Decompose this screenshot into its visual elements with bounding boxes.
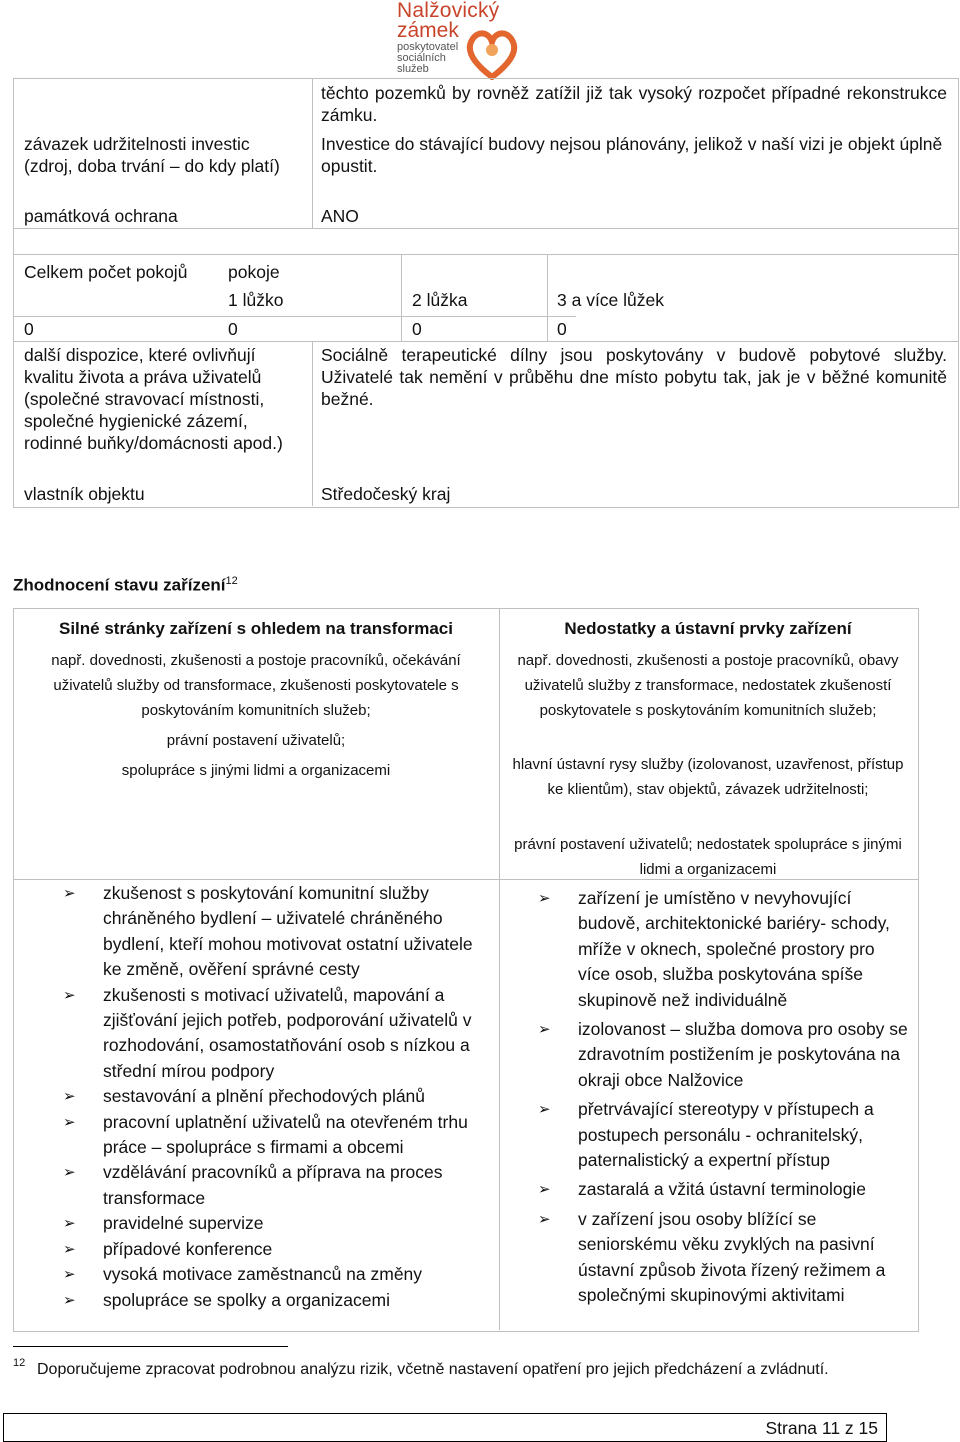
disposition-value: Sociálně terapeutické dílny jsou poskytovány v budově pobytové služby. Uživatelé tak nemění v průběhu dne místo pobytu tak, jak je v běžné komunitě bežné. — [321, 345, 947, 409]
footnote-rule — [13, 1346, 288, 1347]
list-item: ➢ sestavování a plnění přechodových plánů — [45, 1084, 485, 1109]
list-item: ➢ případové konference — [45, 1237, 485, 1262]
arrow-bullet-icon: ➢ — [63, 986, 76, 1004]
row1-right-text: těchto pozemků by rovněž zatížil již tak vysoký rozpočet případné rekonstrukce zámku. — [321, 83, 947, 125]
heart-icon — [462, 22, 522, 80]
list-item: ➢ zkušenost s poskytování komunitní služby chráněného bydlení – uživatelé chráněného bydlení, kteří mohou motivovat ostatní uživatele ke změně, ověření správné cesty — [63, 883, 473, 980]
weaknesses-hint: např. dovednosti, zkušenosti a postoje pracovníků, obavy uživatelů služby z transformace, nedostatek zkušeností poskytovatele s poskytováním komunitních služeb; — [517, 652, 899, 719]
strengths-hint-legal: právní postavení uživatelů; — [166, 732, 346, 749]
list-item: ➢ pravidelné supervize — [45, 1211, 485, 1236]
page-number: Strana 11 z 15 — [765, 1418, 878, 1438]
rooms-total-value: 0 — [24, 319, 34, 339]
logo — [372, 0, 522, 80]
rooms-label: Celkem počet pokojů — [24, 262, 188, 282]
footnote-text: Doporučujeme zpracovat podrobnou analýzu rizik, včetně nastavení opatření pro jejich předcházení a zvládnutí. — [37, 1361, 829, 1378]
weaknesses-list — [520, 886, 910, 1309]
list-item: ➢ přetrvávající stereotypy v přístupech a postupech personálu - ochranitelský, paternalistický a expertní přístup — [538, 1099, 874, 1171]
list-item: ➢ spolupráce se spolky a organizacemi — [45, 1288, 485, 1313]
rooms-col-2: 2 lůžka — [412, 290, 468, 310]
logo-subtitle: zámek — [397, 19, 459, 42]
arrow-bullet-icon: ➢ — [63, 885, 76, 902]
arrow-bullet-icon: ➢ — [63, 1215, 76, 1233]
logo-tagline: poskytovatel sociálních služeb — [397, 41, 459, 75]
arrow-bullet-icon: ➢ — [63, 1164, 76, 1182]
arrow-bullet-icon: ➢ — [538, 1181, 551, 1199]
rooms-header: pokoje — [228, 262, 280, 282]
section-title-text: Zhodnocení stavu zařízení — [13, 575, 226, 595]
list-item: ➢ vzdělávání pracovníků a příprava na proces transformace — [63, 1162, 443, 1208]
section-title — [13, 575, 238, 596]
arrow-bullet-icon: ➢ — [63, 1088, 76, 1106]
list-item: ➢ pracovní uplatnění uživatelů na otevřeném trhu práce – spolupráce s firmami a obcemi — [63, 1111, 468, 1158]
logo-title: Nalžovický — [397, 0, 500, 22]
strengths-list — [45, 881, 485, 1313]
arrow-bullet-icon: ➢ — [63, 1113, 76, 1131]
section-footnote-ref: 12 — [225, 575, 238, 587]
rooms-3-value: 0 — [557, 319, 567, 339]
strengths-hint-cooperation: spolupráce s jinými lidmi a organizacemi — [121, 762, 391, 779]
list-item: ➢ izolovanost – služba domova pro osoby se zdravotním postižením je poskytována na okraji obce Nalžovice — [538, 1019, 908, 1090]
arrow-bullet-icon: ➢ — [538, 1021, 551, 1039]
list-item: ➢ v zařízení jsou osoby blížící se seniorskému věku zvyklých na pasivní ústavní způsob života řízený režimem a společnými skupinovými aktivitami — [538, 1208, 886, 1306]
sustainability-value: Investice do stávající budovy nejsou plánovány, jelikož v naší vizi je objekt úplně opustit. — [321, 134, 943, 176]
list-item: ➢ zařízení je umístěno v nevyhovující budově, architektonické bariéry- schody, mříže v oknech, společné prostory pro více osob, služba poskytována spíše skupinově než individuálně — [538, 888, 890, 1010]
page-footer-box — [3, 1413, 887, 1442]
sustainability-label: závazek udržitelnosti investic (zdroj, doba trvání – do kdy platí) — [24, 134, 280, 176]
strengths-heading: Silné stránky zařízení s ohledem na transformaci — [59, 619, 453, 638]
arrow-bullet-icon: ➢ — [63, 1291, 76, 1309]
owner-value: Středočeský kraj — [321, 484, 451, 504]
arrow-bullet-icon: ➢ — [538, 1210, 551, 1228]
rooms-col-3: 3 a více lůžek — [557, 290, 664, 310]
list-item: ➢ zkušenosti s motivací uživatelů, mapování a zjišťování jejich potřeb, podporování uživatelů v rozhodování, osamostatňování osob s nízkou a střední mírou podpory — [63, 984, 472, 1081]
arrow-bullet-icon: ➢ — [538, 1101, 551, 1119]
weaknesses-heading: Nedostatky a ústavní prvky zařízení — [564, 619, 852, 638]
rooms-2-value: 0 — [412, 319, 422, 339]
weaknesses-hint-legal: právní postavení uživatelů; nedostatek spolupráce s jinými lidmi a organizacemi — [514, 836, 902, 878]
list-item: ➢ vysoká motivace zaměstnanců na změny — [45, 1262, 485, 1287]
owner-label: vlastník objektu — [24, 484, 145, 504]
arrow-bullet-icon: ➢ — [63, 1266, 76, 1284]
footnote-number: 12 — [13, 1357, 26, 1369]
rooms-1-value: 0 — [228, 319, 238, 339]
heritage-value: ANO — [321, 206, 359, 226]
list-item: ➢ zastaralá a vžitá ústavní terminologie — [520, 1177, 910, 1202]
weaknesses-hint-features: hlavní ústavní rysy služby (izolovanost, uzavřenost, přístup ke klientům), stav objektů, závazek udržitelnosti; — [512, 756, 904, 798]
disposition-label: další dispozice, které ovlivňují kvalitu života a práva uživatelů (společné stravovací místnosti, společné hygienické zázemí, rodinné buňky/domácnosti apod.) — [24, 345, 283, 453]
rooms-col-1: 1 lůžko — [228, 290, 284, 310]
arrow-bullet-icon: ➢ — [538, 890, 551, 907]
heritage-label: památková ochrana — [24, 206, 178, 226]
arrow-bullet-icon: ➢ — [63, 1240, 76, 1258]
strengths-hint: např. dovednosti, zkušenosti a postoje pracovníků, očekávání uživatelů služby od transformace, zkušenosti poskytovatele s poskytováním komunitních služeb; — [51, 652, 461, 719]
